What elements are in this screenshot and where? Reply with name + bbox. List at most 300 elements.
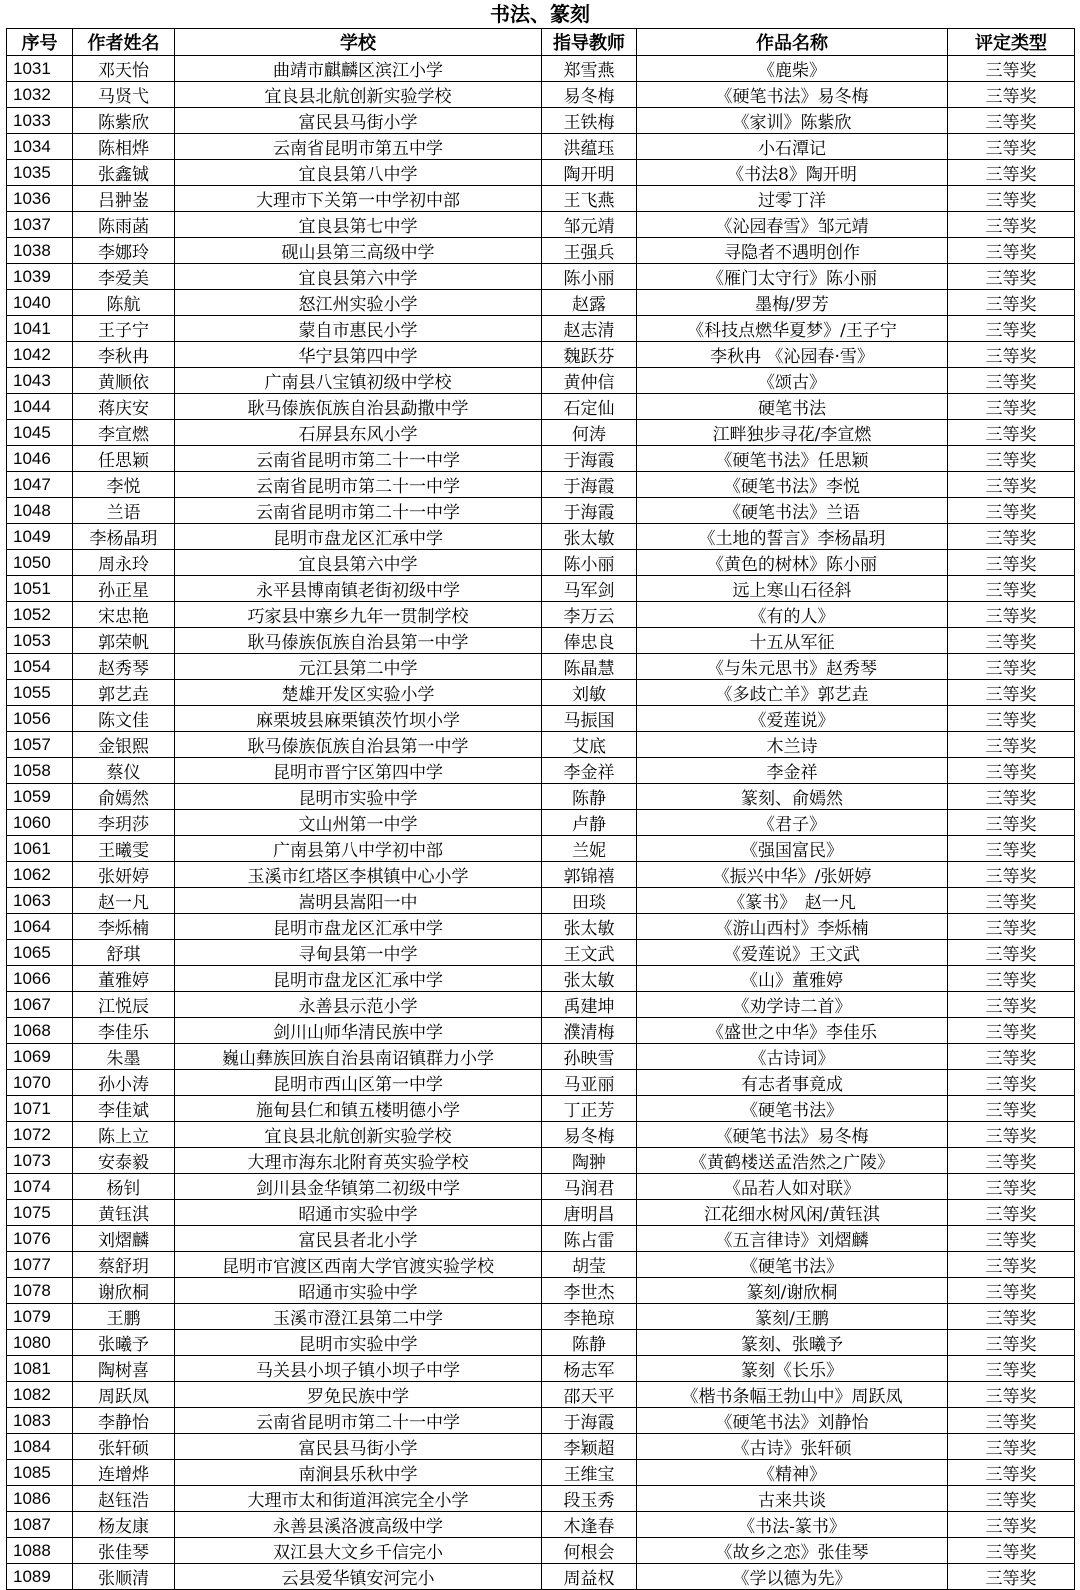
- cell-award-type: 三等奖: [948, 420, 1075, 446]
- cell-award-type: 三等奖: [948, 1226, 1075, 1252]
- cell-author-name: 金银熙: [73, 732, 175, 758]
- cell-author-name: 张妍婷: [73, 862, 175, 888]
- cell-instructor: 马军剑: [542, 576, 637, 602]
- cell-serial-number: 1060: [7, 810, 73, 836]
- cell-work-title: 过零丁洋: [637, 186, 948, 212]
- cell-school: 昭通市实验中学: [175, 1278, 542, 1304]
- cell-instructor: 马润君: [542, 1174, 637, 1200]
- cell-instructor: 张太敏: [542, 966, 637, 992]
- cell-instructor: 禹建坤: [542, 992, 637, 1018]
- cell-award-type: 三等奖: [948, 394, 1075, 420]
- cell-award-type: 三等奖: [948, 1122, 1075, 1148]
- table-row: [7, 1226, 1075, 1252]
- cell-school: 文山州第一中学: [175, 810, 542, 836]
- table-row: [7, 1096, 1075, 1122]
- cell-award-type: 三等奖: [948, 186, 1075, 212]
- cell-school: 耿马傣族佤族自治县勐撒中学: [175, 394, 542, 420]
- cell-instructor: 李艳琼: [542, 1304, 637, 1330]
- cell-school: 云南省昆明市第二十一中学: [175, 498, 542, 524]
- cell-work-title: 《游山西村》李烁楠: [637, 914, 948, 940]
- cell-serial-number: 1057: [7, 732, 73, 758]
- cell-author-name: 安泰毅: [73, 1148, 175, 1174]
- cell-award-type: 三等奖: [948, 290, 1075, 316]
- cell-work-title: 《硬笔书法》任思颖: [637, 446, 948, 472]
- cell-serial-number: 1089: [7, 1564, 73, 1590]
- cell-instructor: 俸忠良: [542, 628, 637, 654]
- cell-award-type: 三等奖: [948, 784, 1075, 810]
- cell-award-type: 三等奖: [948, 628, 1075, 654]
- cell-work-title: 《古诗》张轩硕: [637, 1434, 948, 1460]
- cell-author-name: 杨友康: [73, 1512, 175, 1538]
- cell-award-type: 三等奖: [948, 888, 1075, 914]
- cell-work-title: 《颂古》: [637, 368, 948, 394]
- cell-instructor: 王文武: [542, 940, 637, 966]
- cell-work-title: 《爱莲说》王文武: [637, 940, 948, 966]
- cell-work-title: 李金祥: [637, 758, 948, 784]
- cell-work-title: 《楷书条幅王勃山中》周跃凤: [637, 1382, 948, 1408]
- cell-school: 云南省昆明市第五中学: [175, 134, 542, 160]
- cell-work-title: 李秋冉 《沁园春·雪》: [637, 342, 948, 368]
- table-row: [7, 524, 1075, 550]
- table-row: [7, 888, 1075, 914]
- cell-author-name: 赵一凡: [73, 888, 175, 914]
- cell-author-name: 俞嫣然: [73, 784, 175, 810]
- cell-school: 大理市下关第一中学初中部: [175, 186, 542, 212]
- cell-award-type: 三等奖: [948, 836, 1075, 862]
- table-row: [7, 1148, 1075, 1174]
- cell-award-type: 三等奖: [948, 316, 1075, 342]
- table-row: [7, 264, 1075, 290]
- cell-author-name: 兰语: [73, 498, 175, 524]
- cell-instructor: 赵露: [542, 290, 637, 316]
- cell-school: 耿马傣族佤族自治县第一中学: [175, 628, 542, 654]
- cell-author-name: 江悦辰: [73, 992, 175, 1018]
- cell-serial-number: 1074: [7, 1174, 73, 1200]
- table-row: [7, 1486, 1075, 1512]
- table-row: [7, 316, 1075, 342]
- cell-instructor: 郑雪燕: [542, 56, 637, 82]
- cell-work-title: 《硬笔书法》易冬梅: [637, 82, 948, 108]
- cell-school: 嵩明县嵩阳一中: [175, 888, 542, 914]
- cell-author-name: 李杨晶玥: [73, 524, 175, 550]
- cell-work-title: 墨梅/罗芳: [637, 290, 948, 316]
- cell-instructor: 王强兵: [542, 238, 637, 264]
- table-row: [7, 732, 1075, 758]
- cell-award-type: 三等奖: [948, 446, 1075, 472]
- cell-school: 昆明市实验中学: [175, 1330, 542, 1356]
- cell-work-title: 《硬笔书法》李悦: [637, 472, 948, 498]
- cell-serial-number: 1043: [7, 368, 73, 394]
- cell-work-title: 《硬笔书法》: [637, 1252, 948, 1278]
- cell-school: 蒙自市惠民小学: [175, 316, 542, 342]
- cell-school: 南涧县乐秋中学: [175, 1460, 542, 1486]
- cell-instructor: 陈静: [542, 784, 637, 810]
- cell-school: 剑川山师华清民族中学: [175, 1018, 542, 1044]
- cell-instructor: 李世杰: [542, 1278, 637, 1304]
- cell-author-name: 李佳乐: [73, 1018, 175, 1044]
- cell-serial-number: 1071: [7, 1096, 73, 1122]
- cell-school: 宜良县第六中学: [175, 550, 542, 576]
- table-header-row: [7, 29, 1075, 56]
- cell-work-title: 十五从军征: [637, 628, 948, 654]
- cell-author-name: 郭艺垚: [73, 680, 175, 706]
- cell-instructor: 何涛: [542, 420, 637, 446]
- cell-work-title: 江畔独步寻花/李宣燃: [637, 420, 948, 446]
- cell-work-title: 《劝学诗二首》: [637, 992, 948, 1018]
- cell-instructor: 孙映雪: [542, 1044, 637, 1070]
- cell-author-name: 李佳斌: [73, 1096, 175, 1122]
- cell-author-name: 陶树喜: [73, 1356, 175, 1382]
- cell-serial-number: 1064: [7, 914, 73, 940]
- cell-work-title: 《精神》: [637, 1460, 948, 1486]
- cell-serial-number: 1047: [7, 472, 73, 498]
- cell-award-type: 三等奖: [948, 1460, 1075, 1486]
- cell-award-type: 三等奖: [948, 524, 1075, 550]
- cell-serial-number: 1080: [7, 1330, 73, 1356]
- cell-school: 巧家县中寨乡九年一贯制学校: [175, 602, 542, 628]
- cell-instructor: 卢静: [542, 810, 637, 836]
- cell-author-name: 王曦雯: [73, 836, 175, 862]
- cell-school: 昆明市盘龙区汇承中学: [175, 966, 542, 992]
- cell-instructor: 马振国: [542, 706, 637, 732]
- cell-work-title: 《多歧亡羊》郭艺垚: [637, 680, 948, 706]
- table-row: [7, 1304, 1075, 1330]
- header-serial-number: 序号: [7, 29, 73, 56]
- cell-instructor: 胡莹: [542, 1252, 637, 1278]
- table-row: [7, 498, 1075, 524]
- cell-serial-number: 1041: [7, 316, 73, 342]
- cell-serial-number: 1081: [7, 1356, 73, 1382]
- cell-work-title: 《沁园春雪》邹元靖: [637, 212, 948, 238]
- cell-award-type: 三等奖: [948, 602, 1075, 628]
- table-row: [7, 550, 1075, 576]
- cell-instructor: 杨志军: [542, 1356, 637, 1382]
- cell-author-name: 张顺清: [73, 1564, 175, 1590]
- cell-school: 永善县示范小学: [175, 992, 542, 1018]
- cell-instructor: 艾底: [542, 732, 637, 758]
- cell-author-name: 宋忠艳: [73, 602, 175, 628]
- cell-work-title: 《爱莲说》: [637, 706, 948, 732]
- cell-instructor: 何根会: [542, 1538, 637, 1564]
- cell-author-name: 吕翀崟: [73, 186, 175, 212]
- cell-serial-number: 1086: [7, 1486, 73, 1512]
- cell-school: 宜良县第八中学: [175, 160, 542, 186]
- cell-author-name: 任思颖: [73, 446, 175, 472]
- cell-instructor: 王飞燕: [542, 186, 637, 212]
- cell-work-title: 小石潭记: [637, 134, 948, 160]
- cell-award-type: 三等奖: [948, 654, 1075, 680]
- table-row: [7, 82, 1075, 108]
- cell-serial-number: 1063: [7, 888, 73, 914]
- cell-author-name: 李烁楠: [73, 914, 175, 940]
- cell-serial-number: 1073: [7, 1148, 73, 1174]
- header-school: 学校: [175, 29, 542, 56]
- cell-author-name: 赵钰浩: [73, 1486, 175, 1512]
- cell-serial-number: 1031: [7, 56, 73, 82]
- cell-award-type: 三等奖: [948, 1538, 1075, 1564]
- cell-serial-number: 1067: [7, 992, 73, 1018]
- cell-school: 昆明市盘龙区汇承中学: [175, 524, 542, 550]
- cell-school: 广南县第八中学初中部: [175, 836, 542, 862]
- cell-serial-number: 1033: [7, 108, 73, 134]
- cell-serial-number: 1034: [7, 134, 73, 160]
- cell-author-name: 谢欣桐: [73, 1278, 175, 1304]
- cell-serial-number: 1039: [7, 264, 73, 290]
- table-row: [7, 706, 1075, 732]
- table-row: [7, 1564, 1075, 1590]
- cell-author-name: 张佳琴: [73, 1538, 175, 1564]
- table-row: [7, 394, 1075, 420]
- table-row: [7, 1122, 1075, 1148]
- cell-work-title: 《书法8》陶开明: [637, 160, 948, 186]
- cell-instructor: 田琰: [542, 888, 637, 914]
- cell-serial-number: 1056: [7, 706, 73, 732]
- table-row: [7, 1408, 1075, 1434]
- cell-author-name: 周跃凤: [73, 1382, 175, 1408]
- cell-author-name: 陈雨菡: [73, 212, 175, 238]
- cell-serial-number: 1085: [7, 1460, 73, 1486]
- cell-work-title: 古来共谈: [637, 1486, 948, 1512]
- cell-work-title: 《黄鹤楼送孟浩然之广陵》: [637, 1148, 948, 1174]
- cell-serial-number: 1087: [7, 1512, 73, 1538]
- cell-award-type: 三等奖: [948, 1070, 1075, 1096]
- cell-instructor: 邵天平: [542, 1382, 637, 1408]
- cell-school: 大理市海东北附育英实验学校: [175, 1148, 542, 1174]
- cell-award-type: 三等奖: [948, 862, 1075, 888]
- table-row: [7, 1434, 1075, 1460]
- cell-award-type: 三等奖: [948, 368, 1075, 394]
- cell-serial-number: 1076: [7, 1226, 73, 1252]
- cell-school: 楚雄开发区实验小学: [175, 680, 542, 706]
- cell-serial-number: 1072: [7, 1122, 73, 1148]
- cell-author-name: 李悦: [73, 472, 175, 498]
- cell-award-type: 三等奖: [948, 1486, 1075, 1512]
- cell-instructor: 于海霞: [542, 446, 637, 472]
- cell-instructor: 木逢春: [542, 1512, 637, 1538]
- cell-serial-number: 1070: [7, 1070, 73, 1096]
- cell-award-type: 三等奖: [948, 1200, 1075, 1226]
- cell-award-type: 三等奖: [948, 1408, 1075, 1434]
- cell-author-name: 李宣燃: [73, 420, 175, 446]
- cell-serial-number: 1083: [7, 1408, 73, 1434]
- cell-school: 寻甸县第一中学: [175, 940, 542, 966]
- cell-instructor: 于海霞: [542, 498, 637, 524]
- cell-school: 耿马傣族佤族自治县第一中学: [175, 732, 542, 758]
- header-author-name: 作者姓名: [73, 29, 175, 56]
- cell-serial-number: 1042: [7, 342, 73, 368]
- cell-author-name: 邓天怡: [73, 56, 175, 82]
- cell-author-name: 董雅婷: [73, 966, 175, 992]
- table-row: [7, 108, 1075, 134]
- table-row: [7, 1382, 1075, 1408]
- table-row: [7, 1356, 1075, 1382]
- cell-work-title: 寻隐者不遇明创作: [637, 238, 948, 264]
- cell-school: 大理市太和街道洱滨完全小学: [175, 1486, 542, 1512]
- cell-author-name: 张曦予: [73, 1330, 175, 1356]
- cell-author-name: 朱墨: [73, 1044, 175, 1070]
- cell-school: 元江县第二中学: [175, 654, 542, 680]
- cell-work-title: 《山》董雅婷: [637, 966, 948, 992]
- cell-serial-number: 1051: [7, 576, 73, 602]
- cell-serial-number: 1032: [7, 82, 73, 108]
- cell-award-type: 三等奖: [948, 212, 1075, 238]
- cell-work-title: 《雁门太守行》陈小丽: [637, 264, 948, 290]
- cell-instructor: 洪蕴珏: [542, 134, 637, 160]
- cell-work-title: 《强国富民》: [637, 836, 948, 862]
- cell-school: 永善县溪洛渡高级中学: [175, 1512, 542, 1538]
- cell-instructor: 段玉秀: [542, 1486, 637, 1512]
- cell-serial-number: 1055: [7, 680, 73, 706]
- cell-award-type: 三等奖: [948, 758, 1075, 784]
- cell-award-type: 三等奖: [948, 966, 1075, 992]
- cell-school: 广南县八宝镇初级中学校: [175, 368, 542, 394]
- cell-instructor: 李金祥: [542, 758, 637, 784]
- cell-instructor: 濮清梅: [542, 1018, 637, 1044]
- cell-instructor: 于海霞: [542, 472, 637, 498]
- cell-school: 玉溪市澄江县第二中学: [175, 1304, 542, 1330]
- cell-award-type: 三等奖: [948, 160, 1075, 186]
- cell-school: 昆明市西山区第一中学: [175, 1070, 542, 1096]
- cell-work-title: 《君子》: [637, 810, 948, 836]
- cell-award-type: 三等奖: [948, 1174, 1075, 1200]
- cell-serial-number: 1044: [7, 394, 73, 420]
- cell-author-name: 王子宁: [73, 316, 175, 342]
- cell-work-title: 《鹿柴》: [637, 56, 948, 82]
- cell-author-name: 张轩硕: [73, 1434, 175, 1460]
- cell-instructor: 陈小丽: [542, 264, 637, 290]
- cell-serial-number: 1059: [7, 784, 73, 810]
- cell-award-type: 三等奖: [948, 56, 1075, 82]
- cell-instructor: 易冬梅: [542, 1122, 637, 1148]
- cell-author-name: 陈紫欣: [73, 108, 175, 134]
- table-row: [7, 472, 1075, 498]
- cell-work-title: 篆刻、俞嫣然: [637, 784, 948, 810]
- cell-school: 云县爱华镇安河完小: [175, 1564, 542, 1590]
- cell-instructor: 陈小丽: [542, 550, 637, 576]
- cell-serial-number: 1078: [7, 1278, 73, 1304]
- header-work-title: 作品名称: [637, 29, 948, 56]
- cell-author-name: 李秋冉: [73, 342, 175, 368]
- cell-instructor: 马亚丽: [542, 1070, 637, 1096]
- table-row: [7, 1512, 1075, 1538]
- cell-author-name: 张鑫铖: [73, 160, 175, 186]
- cell-serial-number: 1058: [7, 758, 73, 784]
- cell-serial-number: 1046: [7, 446, 73, 472]
- cell-author-name: 连增烨: [73, 1460, 175, 1486]
- table-row: [7, 1330, 1075, 1356]
- cell-school: 云南省昆明市第二十一中学: [175, 446, 542, 472]
- cell-school: 富民县马街小学: [175, 1434, 542, 1460]
- cell-school: 剑川县金华镇第二初级中学: [175, 1174, 542, 1200]
- cell-work-title: 篆刻《长乐》: [637, 1356, 948, 1382]
- cell-award-type: 三等奖: [948, 1304, 1075, 1330]
- table-row: [7, 628, 1075, 654]
- cell-serial-number: 1079: [7, 1304, 73, 1330]
- cell-author-name: 孙小涛: [73, 1070, 175, 1096]
- cell-work-title: 《有的人》: [637, 602, 948, 628]
- cell-author-name: 蔡仪: [73, 758, 175, 784]
- cell-serial-number: 1035: [7, 160, 73, 186]
- table-row: [7, 1018, 1075, 1044]
- cell-award-type: 三等奖: [948, 680, 1075, 706]
- cell-instructor: 魏跃芬: [542, 342, 637, 368]
- table-row: [7, 134, 1075, 160]
- cell-instructor: 黄仲信: [542, 368, 637, 394]
- cell-work-title: 《科技点燃华夏梦》/王子宁: [637, 316, 948, 342]
- cell-serial-number: 1037: [7, 212, 73, 238]
- cell-author-name: 黄顺依: [73, 368, 175, 394]
- cell-author-name: 蔡舒玥: [73, 1252, 175, 1278]
- cell-instructor: 李万云: [542, 602, 637, 628]
- cell-serial-number: 1069: [7, 1044, 73, 1070]
- cell-school: 曲靖市麒麟区滨江小学: [175, 56, 542, 82]
- cell-school: 富民县马街小学: [175, 108, 542, 134]
- cell-school: 宜良县第七中学: [175, 212, 542, 238]
- cell-award-type: 三等奖: [948, 550, 1075, 576]
- cell-work-title: 篆刻/谢欣桐: [637, 1278, 948, 1304]
- cell-serial-number: 1088: [7, 1538, 73, 1564]
- cell-work-title: 《硬笔书法》: [637, 1096, 948, 1122]
- cell-work-title: 《故乡之恋》张佳琴: [637, 1538, 948, 1564]
- table-row: [7, 966, 1075, 992]
- cell-serial-number: 1052: [7, 602, 73, 628]
- cell-serial-number: 1053: [7, 628, 73, 654]
- cell-serial-number: 1062: [7, 862, 73, 888]
- cell-author-name: 王鹏: [73, 1304, 175, 1330]
- cell-author-name: 孙正星: [73, 576, 175, 602]
- cell-award-type: 三等奖: [948, 342, 1075, 368]
- cell-author-name: 李玥莎: [73, 810, 175, 836]
- cell-school: 云南省昆明市第二十一中学: [175, 472, 542, 498]
- cell-school: 昭通市实验中学: [175, 1200, 542, 1226]
- cell-serial-number: 1040: [7, 290, 73, 316]
- table-row: [7, 160, 1075, 186]
- cell-work-title: 硬笔书法: [637, 394, 948, 420]
- cell-work-title: 《篆书》 赵一凡: [637, 888, 948, 914]
- cell-award-type: 三等奖: [948, 732, 1075, 758]
- cell-award-type: 三等奖: [948, 1564, 1075, 1590]
- cell-serial-number: 1082: [7, 1382, 73, 1408]
- cell-author-name: 李静怡: [73, 1408, 175, 1434]
- cell-school: 永平县博南镇老街初级中学: [175, 576, 542, 602]
- cell-award-type: 三等奖: [948, 108, 1075, 134]
- cell-author-name: 舒琪: [73, 940, 175, 966]
- cell-instructor: 易冬梅: [542, 82, 637, 108]
- cell-serial-number: 1084: [7, 1434, 73, 1460]
- cell-author-name: 马贤弋: [73, 82, 175, 108]
- cell-instructor: 陶开明: [542, 160, 637, 186]
- cell-school: 宜良县北航创新实验学校: [175, 1122, 542, 1148]
- cell-work-title: 《家训》陈紫欣: [637, 108, 948, 134]
- table-row: [7, 758, 1075, 784]
- page-title: 书法、篆刻: [490, 2, 590, 26]
- table-row: [7, 1200, 1075, 1226]
- cell-award-type: 三等奖: [948, 940, 1075, 966]
- cell-author-name: 蒋庆安: [73, 394, 175, 420]
- cell-work-title: 《黄色的树林》陈小丽: [637, 550, 948, 576]
- table-row: [7, 290, 1075, 316]
- cell-award-type: 三等奖: [948, 1044, 1075, 1070]
- cell-award-type: 三等奖: [948, 1356, 1075, 1382]
- table-row: [7, 1070, 1075, 1096]
- cell-award-type: 三等奖: [948, 1434, 1075, 1460]
- cell-work-title: 《品若人如对联》: [637, 1174, 948, 1200]
- cell-award-type: 三等奖: [948, 810, 1075, 836]
- cell-award-type: 三等奖: [948, 1330, 1075, 1356]
- table-row: [7, 1252, 1075, 1278]
- cell-serial-number: 1075: [7, 1200, 73, 1226]
- cell-school: 昆明市实验中学: [175, 784, 542, 810]
